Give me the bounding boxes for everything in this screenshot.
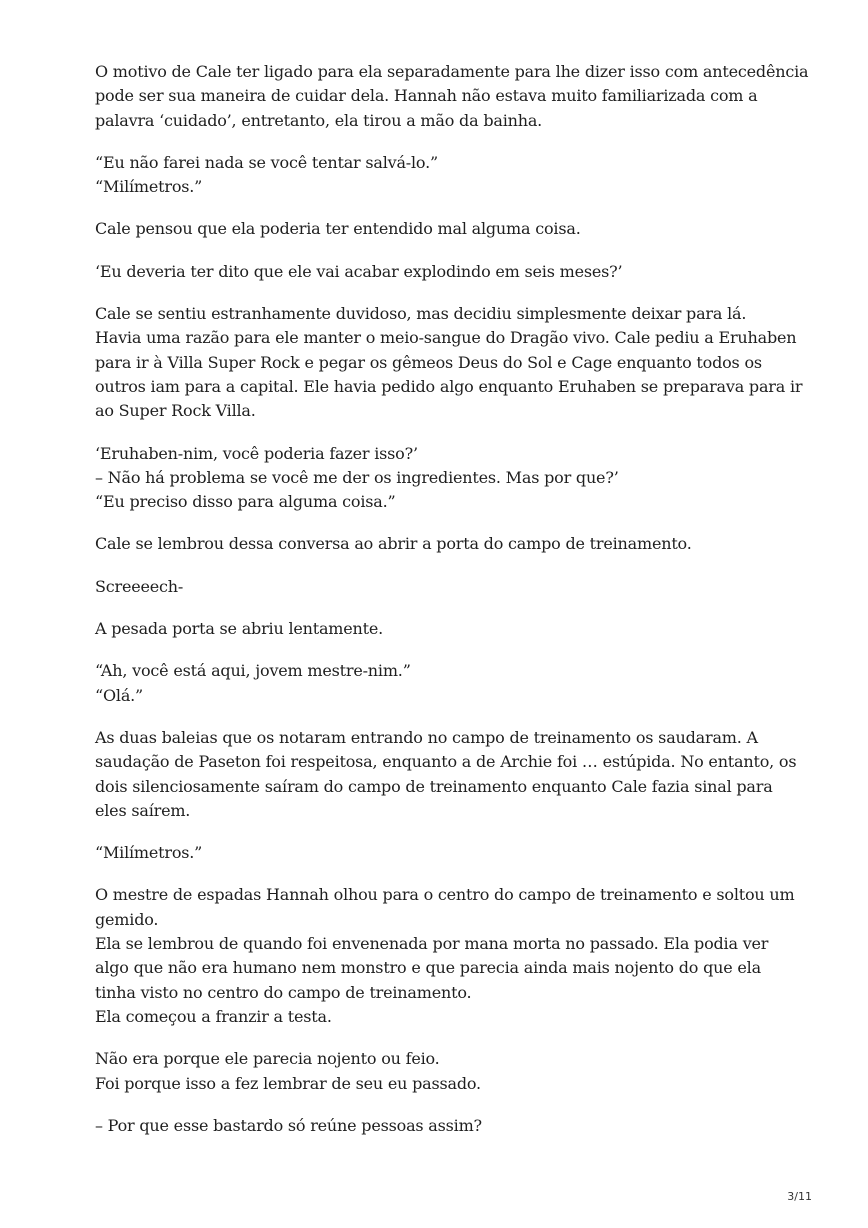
paragraph bbox=[95, 532, 795, 556]
text-line: “Milímetros.” bbox=[95, 843, 203, 863]
text-line: Cale se lembrou dessa conversa ao abrir a porta do campo de treinamento. bbox=[95, 534, 692, 554]
text-line: A pesada porta se abriu lentamente. bbox=[95, 619, 384, 639]
text-line: As duas baleias que os notaram entrando no campo de treinamento os saudaram. A bbox=[95, 727, 758, 747]
paragraph bbox=[95, 442, 795, 515]
text-line: O motivo de Cale ter ligado para ela separadamente para lhe dizer isso com antecedência bbox=[95, 62, 809, 81]
text-line: “Olá.” bbox=[95, 685, 144, 705]
text-line: algo que não era humano nem monstro e que parecia ainda mais nojento do que ela bbox=[95, 958, 761, 978]
text-line: “Milímetros.” bbox=[95, 177, 203, 197]
paragraph bbox=[95, 302, 803, 423]
paragraph bbox=[95, 1047, 795, 1096]
paragraph bbox=[95, 60, 809, 133]
text-line: – Não há problema se você me der os ingredientes. Mas por que?’ bbox=[95, 467, 619, 487]
text-line: Foi porque isso a fez lembrar de seu eu passado. bbox=[95, 1073, 481, 1093]
text-line: Cale se sentiu estranhamente duvidoso, mas decidiu simplesmente deixar para lá. bbox=[95, 304, 747, 324]
paragraph bbox=[95, 617, 795, 641]
text-line: ‘Eu deveria ter dito que ele vai acabar explodindo em seis meses?’ bbox=[95, 261, 623, 281]
paragraph bbox=[95, 726, 795, 823]
text-line: “Eu não farei nada se você tentar salvá-lo.” bbox=[95, 152, 438, 172]
text-line: para ir à Villa Super Rock e pegar os gêmeos Deus do Sol e Cage enquanto todos os bbox=[95, 352, 762, 372]
paragraph bbox=[95, 575, 795, 599]
paragraph bbox=[95, 841, 795, 865]
paragraph bbox=[95, 217, 795, 241]
paragraph bbox=[95, 260, 795, 284]
text-line: ‘Eruhaben-nim, você poderia fazer isso?’ bbox=[95, 443, 418, 463]
paragraph bbox=[95, 659, 795, 708]
text-line: – Por que esse bastardo só reúne pessoas assim? bbox=[95, 1115, 482, 1135]
text-line: pode ser sua maneira de cuidar dela. Hannah não estava muito familiarizada com a bbox=[95, 86, 758, 106]
text-line: saudação de Paseton foi respeitosa, enquanto a de Archie foi … estúpida. No entanto, os bbox=[95, 752, 797, 772]
text-line: outros iam para a capital. Ele havia pedido algo enquanto Eruhaben se preparava para ir bbox=[95, 376, 803, 396]
text-line: O mestre de espadas Hannah olhou para o centro do campo de treinamento e soltou um bbox=[95, 885, 795, 905]
document-body bbox=[95, 60, 809, 1156]
text-line: “Eu preciso disso para alguma coisa.” bbox=[95, 492, 396, 512]
text-line: Cale pensou que ela poderia ter entendido mal alguma coisa. bbox=[95, 219, 581, 239]
text-line: palavra ‘cuidado’, entretanto, ela tirou a mão da bainha. bbox=[95, 110, 543, 130]
text-line: tinha visto no centro do campo de treinamento. bbox=[95, 982, 472, 1002]
text-line: “Ah, você está aqui, jovem mestre-nim.” bbox=[95, 661, 411, 681]
text-line: Não era porque ele parecia nojento ou feio. bbox=[95, 1049, 440, 1069]
text-line: Ela começou a franzir a testa. bbox=[95, 1006, 332, 1026]
text-line: Screeeech- bbox=[95, 576, 184, 596]
paragraph bbox=[95, 883, 795, 1029]
text-line: ao Super Rock Villa. bbox=[95, 401, 256, 421]
text-line: Havia uma razão para ele manter o meio-sangue do Dragão vivo. Cale pediu a Eruhaben bbox=[95, 328, 797, 348]
text-line: eles saírem. bbox=[95, 800, 191, 820]
paragraph bbox=[95, 151, 795, 200]
text-line: gemido. bbox=[95, 909, 159, 929]
text-line: dois silenciosamente saíram do campo de treinamento enquanto Cale fazia sinal para bbox=[95, 776, 773, 796]
paragraph bbox=[95, 1114, 795, 1138]
page-number: 3/11 bbox=[787, 1190, 812, 1203]
text-line: Ela se lembrou de quando foi envenenada por mana morta no passado. Ela podia ver bbox=[95, 934, 769, 954]
